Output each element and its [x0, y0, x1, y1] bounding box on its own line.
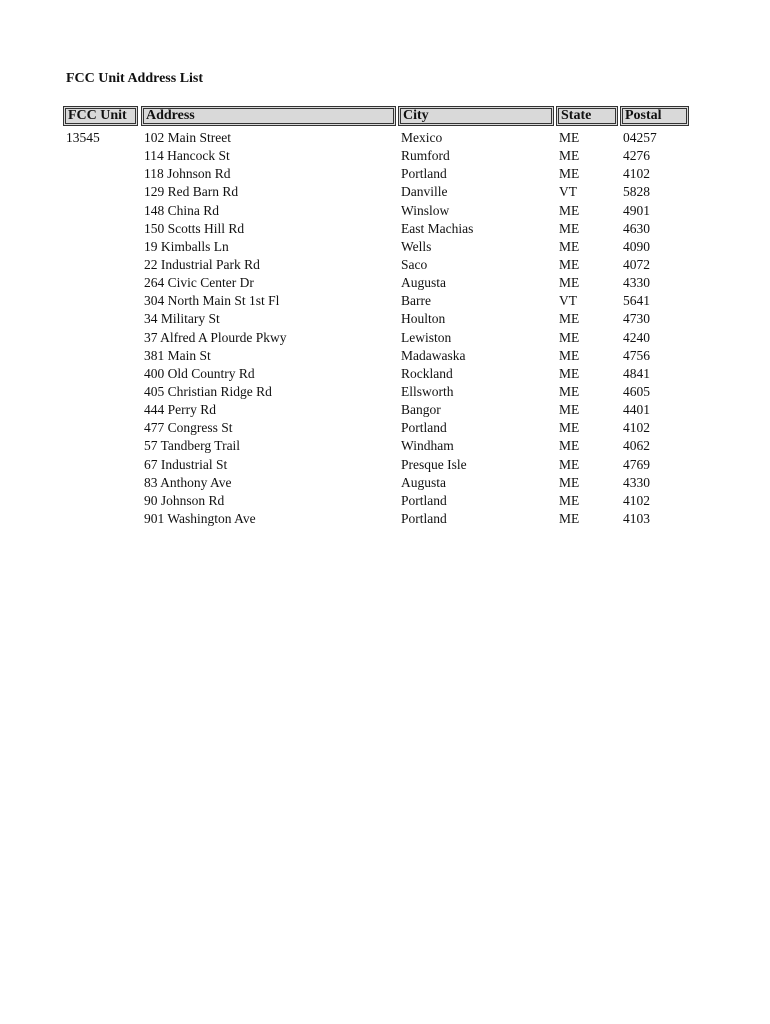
cell-address: 118 Johnson Rd [144, 166, 231, 182]
cell-city: Portland [401, 166, 447, 182]
cell-postal: 4769 [623, 456, 650, 472]
cell-city: Madawaska [401, 347, 466, 363]
cell-postal: 4102 [623, 166, 650, 182]
cell-postal: 4901 [623, 202, 650, 218]
cell-address: 90 Johnson Rd [144, 492, 225, 508]
table-row [0, 365, 770, 383]
cell-state: ME [559, 238, 580, 254]
cell-city: Houlton [401, 311, 446, 327]
cell-state: ME [559, 256, 580, 272]
cell-city: Wells [401, 238, 432, 254]
cell-city: Danville [401, 184, 448, 200]
cell-postal: 4730 [623, 311, 650, 327]
table-row [0, 165, 770, 183]
cell-postal: 4102 [623, 420, 650, 436]
table-row [0, 401, 770, 419]
table-row [0, 310, 770, 328]
cell-address: 34 Military St [144, 311, 220, 327]
table-row [0, 510, 770, 528]
cell-postal: 4330 [623, 275, 650, 291]
table-row [0, 274, 770, 292]
cell-state: ME [559, 492, 580, 508]
column-header-fcc-unit: FCC Unit [63, 106, 138, 126]
table-row [0, 129, 770, 147]
cell-city: Bangor [401, 402, 441, 418]
cell-postal: 04257 [623, 130, 657, 145]
cell-city: Portland [401, 510, 447, 526]
cell-address: 22 Industrial Park Rd [144, 256, 260, 272]
cell-address: 19 Kimballs Ln [144, 238, 229, 254]
cell-address: 400 Old Country Rd [144, 365, 255, 381]
table-row [0, 492, 770, 510]
cell-state: ME [559, 275, 580, 291]
cell-postal: 4841 [623, 365, 650, 381]
cell-state: ME [559, 383, 580, 399]
cell-address: 148 China Rd [144, 202, 220, 218]
cell-state: ME [559, 365, 580, 381]
column-header-city: City [398, 106, 554, 126]
table-body [0, 129, 770, 528]
cell-postal: 4330 [623, 474, 650, 490]
cell-state: ME [559, 311, 580, 327]
cell-state: ME [559, 510, 580, 526]
cell-postal: 4401 [623, 402, 650, 418]
cell-postal: 4756 [623, 347, 650, 363]
cell-address: 304 North Main St 1st Fl [144, 293, 280, 309]
cell-postal: 5828 [623, 184, 650, 200]
table-row [0, 383, 770, 401]
cell-state: ME [559, 148, 580, 164]
cell-postal: 4102 [623, 492, 650, 508]
cell-state: VT [559, 184, 577, 200]
cell-postal: 4605 [623, 383, 650, 399]
cell-state: ME [559, 166, 580, 182]
cell-address: 264 Civic Center Dr [144, 275, 254, 291]
cell-fcc-unit: 13545 [66, 130, 100, 145]
table-row [0, 347, 770, 365]
cell-address: 901 Washington Ave [144, 510, 256, 526]
cell-postal: 4072 [623, 256, 650, 272]
table-row [0, 419, 770, 437]
cell-postal: 4240 [623, 329, 650, 345]
cell-city: Barre [401, 293, 431, 309]
cell-address: 444 Perry Rd [144, 402, 216, 418]
cell-address: 150 Scotts Hill Rd [144, 220, 245, 236]
cell-state: ME [559, 402, 580, 418]
cell-state: ME [559, 347, 580, 363]
cell-state: ME [559, 202, 580, 218]
cell-state: ME [559, 474, 580, 490]
cell-city: Portland [401, 420, 447, 436]
cell-state: ME [559, 329, 580, 345]
cell-postal: 5641 [623, 293, 650, 309]
table-row [0, 292, 770, 310]
cell-city: East Machias [401, 220, 474, 236]
cell-address: 102 Main Street [144, 130, 231, 145]
cell-address: 114 Hancock St [144, 148, 230, 164]
cell-city: Winslow [401, 202, 450, 218]
table-row [0, 147, 770, 165]
cell-address: 67 Industrial St [144, 456, 228, 472]
cell-city: Augusta [401, 275, 446, 291]
cell-state: ME [559, 130, 580, 145]
cell-state: ME [559, 438, 580, 454]
cell-state: ME [559, 420, 580, 436]
table-row [0, 238, 770, 256]
page-title: FCC Unit Address List [66, 71, 204, 86]
table-row [0, 183, 770, 201]
column-header-postal: Postal [620, 106, 689, 126]
column-header-address: Address [141, 106, 396, 126]
cell-city: Lewiston [401, 329, 452, 345]
cell-address: 57 Tandberg Trail [144, 438, 241, 454]
cell-city: Ellsworth [401, 383, 454, 399]
cell-city: Rumford [401, 148, 450, 164]
cell-postal: 4630 [623, 220, 650, 236]
cell-address: 477 Congress St [144, 420, 233, 436]
table-row [0, 220, 770, 238]
table-row [0, 256, 770, 274]
cell-postal: 4062 [623, 438, 650, 454]
cell-city: Saco [401, 256, 428, 272]
cell-address: 129 Red Barn Rd [144, 184, 239, 200]
cell-city: Rockland [401, 365, 453, 381]
table-row [0, 202, 770, 220]
cell-state: VT [559, 293, 577, 309]
cell-postal: 4103 [623, 510, 650, 526]
cell-address: 37 Alfred A Plourde Pkwy [144, 329, 287, 345]
table-row [0, 474, 770, 492]
cell-state: ME [559, 456, 580, 472]
cell-city: Windham [401, 438, 454, 454]
cell-postal: 4090 [623, 238, 650, 254]
column-header-state: State [556, 106, 618, 126]
cell-postal: 4276 [623, 148, 650, 164]
table-row [0, 456, 770, 474]
table-row [0, 437, 770, 455]
cell-state: ME [559, 220, 580, 236]
cell-address: 381 Main St [144, 347, 211, 363]
cell-city: Augusta [401, 474, 446, 490]
cell-city: Mexico [401, 130, 443, 145]
cell-city: Portland [401, 492, 447, 508]
cell-city: Presque Isle [401, 456, 467, 472]
cell-address: 405 Christian Ridge Rd [144, 383, 272, 399]
cell-address: 83 Anthony Ave [144, 474, 232, 490]
table-row [0, 329, 770, 347]
